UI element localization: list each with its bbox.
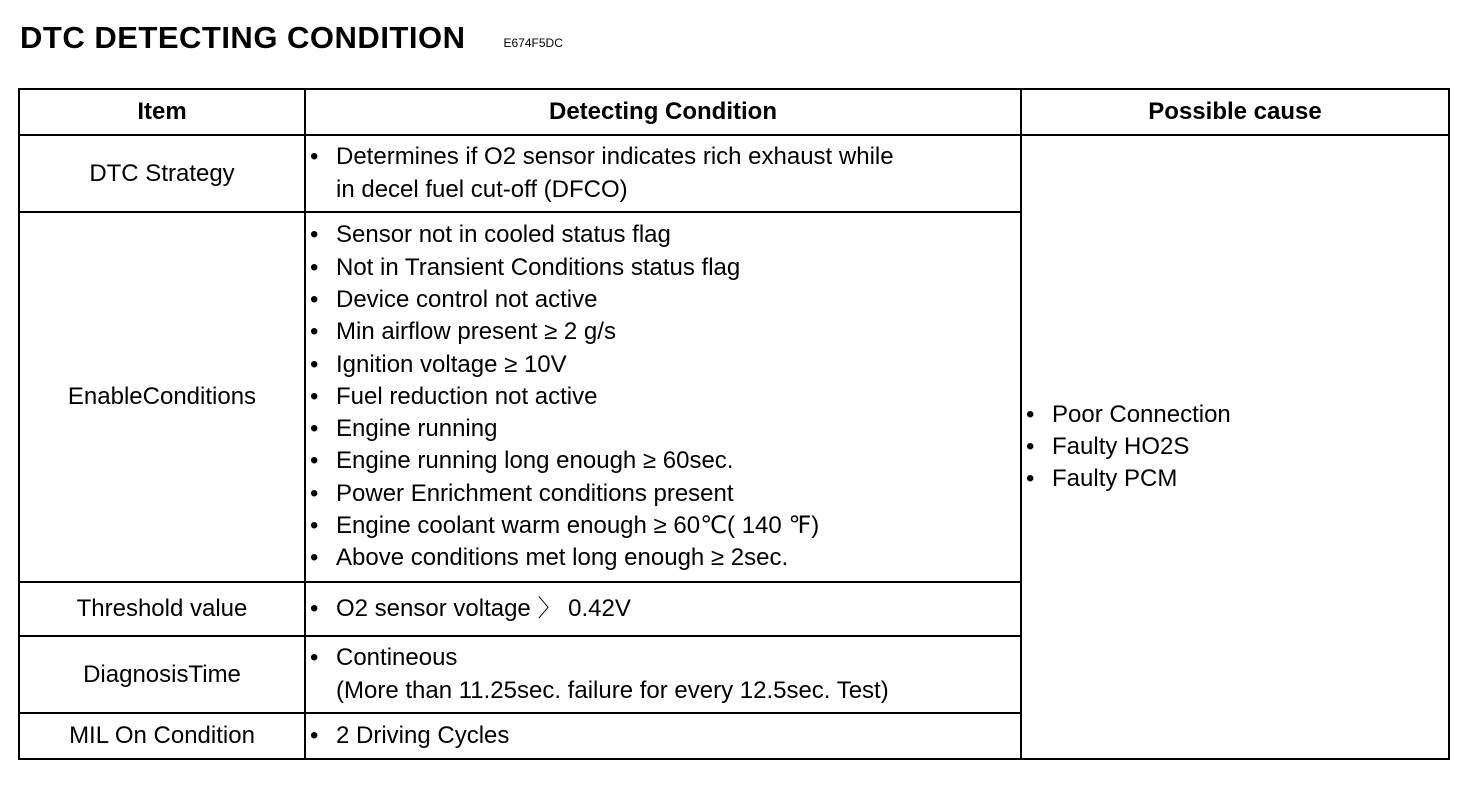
title-row — [20, 18, 563, 58]
possible-cause-cell — [1021, 135, 1449, 759]
condition-item: • O2 sensor voltage 〉 0.42V — [306, 593, 1020, 625]
diagnosis-time-note: (More than 11.25sec. failure for every 12.5sec. Test) — [336, 676, 889, 704]
condition-item: • Device control not active — [306, 284, 1020, 316]
condition-item: • Power Enrichment conditions present — [306, 478, 1020, 510]
table-row-dtc-strategy — [19, 135, 1449, 212]
condition-dtc-strategy — [305, 135, 1021, 212]
item-enable-conditions: EnableConditions — [19, 212, 305, 582]
condition-threshold-value — [305, 582, 1021, 636]
dtc-condition-table — [18, 88, 1450, 760]
item-dtc-strategy: DTC Strategy — [19, 135, 305, 212]
column-header-possible-cause: Possible cause — [1021, 89, 1449, 135]
condition-diagnosis-time — [305, 636, 1021, 713]
item-diagnosis-time: DiagnosisTime — [19, 636, 305, 713]
cause-item: • Poor Connection — [1022, 399, 1448, 431]
cause-item: • Faulty HO2S — [1022, 431, 1448, 463]
condition-item: • Determines if O2 sensor indicates rich exhaust while in decel fuel cut-off (DFCO) — [306, 141, 916, 206]
page-title: DTC DETECTING CONDITION — [20, 20, 466, 55]
condition-item: • 2 Driving Cycles — [306, 720, 1020, 752]
column-header-item: Item — [19, 89, 305, 135]
condition-item: • Engine coolant warm enough ≥ 60℃( 140 ℉) — [306, 510, 1020, 542]
condition-item: • Not in Transient Conditions status flag — [306, 252, 1020, 284]
cause-item: • Faulty PCM — [1022, 463, 1448, 495]
column-header-detecting-condition: Detecting Condition — [305, 89, 1021, 135]
condition-item: • Above conditions met long enough ≥ 2sec. — [306, 542, 1020, 574]
condition-item: • Engine running long enough ≥ 60sec. — [306, 445, 1020, 477]
condition-item: • Sensor not in cooled status flag — [306, 219, 1020, 251]
condition-item: • Contineous — [306, 642, 1020, 674]
condition-item: • Fuel reduction not active — [306, 381, 1020, 413]
item-mil-on-condition: MIL On Condition — [19, 713, 305, 759]
condition-mil-on-condition — [305, 713, 1021, 759]
condition-item: • Ignition voltage ≥ 10V — [306, 349, 1020, 381]
item-threshold-value: Threshold value — [19, 582, 305, 636]
table-header-row — [19, 89, 1449, 135]
condition-enable-conditions — [305, 212, 1021, 582]
document-code: E674F5DC — [503, 36, 563, 50]
condition-item: • Engine running — [306, 413, 1020, 445]
condition-item: • Min airflow present ≥ 2 g/s — [306, 316, 1020, 348]
